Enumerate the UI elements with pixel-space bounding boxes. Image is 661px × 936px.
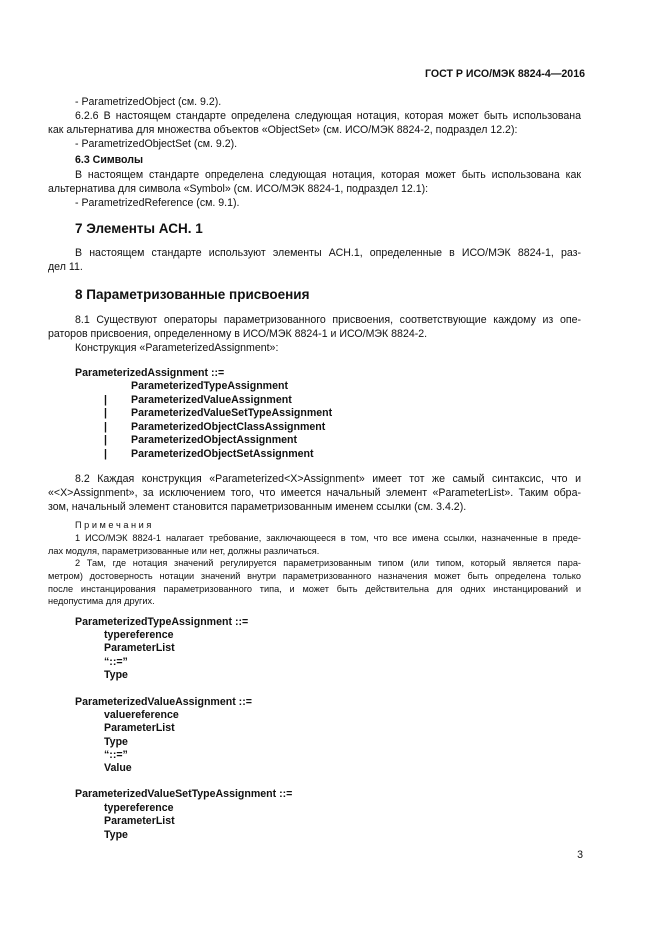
grammar-bar: | xyxy=(104,394,107,406)
para-81-line1: 8.1 Существуют операторы параметризованного присвоения, соответствующие каждому из опе- xyxy=(75,314,581,326)
grammar-item: “::=” xyxy=(104,656,128,668)
para-82-line1: 8.2 Каждая конструкция «Parameterized<X>Assignment» имеет тот же самый синтаксис, что и xyxy=(75,473,581,485)
grammar-head: ParameterizedValueAssignment ::= xyxy=(75,696,252,708)
grammar-alt: ParameterizedObjectAssignment xyxy=(131,434,298,446)
grammar-bar: | xyxy=(104,434,107,446)
para-7-line2: дел 11. xyxy=(48,261,83,273)
note-2-line4: недопустима для других. xyxy=(48,596,155,606)
para-81-line3: Конструкция «ParameterizedAssignment»: xyxy=(75,342,279,354)
grammar-alt: ParameterizedTypeAssignment xyxy=(131,380,288,392)
grammar-head: ParameterizedValueSetTypeAssignment ::= xyxy=(75,788,293,800)
grammar-alt: ParameterizedValueSetTypeAssignment xyxy=(131,407,333,419)
para-63-line1: В настоящем стандарте определена следующая нотация, которая может быть использована как xyxy=(75,169,581,181)
para-82-line3: зом, начальный элемент становится параметризованным именем ссылки (см. 3.4.2). xyxy=(48,501,467,513)
note-1-line1: 1 ИСО/МЭК 8824-1 налагает требование, заключающееся в том, что все имена ссылки, назначенные в преде- xyxy=(75,533,581,543)
section-heading-8: 8 Параметризованные присвоения xyxy=(75,287,310,302)
para-626-line2: как альтернатива для множества объектов «ObjectSet» (см. ИСО/МЭК 8824-2, подраздел 12.2): xyxy=(48,124,518,136)
note-2-line1: 2 Там, где нотация значений регулируется параметризованным типом (или типом, который является пара- xyxy=(75,558,581,568)
note-1-line2: лах модуля, параметризованные или нет, должны различаться. xyxy=(48,546,320,556)
grammar-item: ParameterList xyxy=(104,722,175,734)
document-code: ГОСТ Р ИСО/МЭК 8824-4—2016 xyxy=(424,68,585,80)
grammar-alt: ParameterizedObjectSetAssignment xyxy=(131,448,314,460)
grammar-head: ParameterizedAssignment ::= xyxy=(75,367,225,379)
para-81-line2: раторов присвоения, определенному в ИСО/МЭК 8824-1 и ИСО/МЭК 8824-2. xyxy=(48,328,428,340)
notes-title: П р и м е ч а н и я xyxy=(75,520,152,530)
grammar-item: Type xyxy=(104,669,128,681)
grammar-item: ParameterList xyxy=(104,642,175,654)
page-number: 3 xyxy=(577,849,583,861)
subsection-heading-6-3: 6.3 Символы xyxy=(75,154,144,166)
section-heading-7: 7 Элементы АСН. 1 xyxy=(75,221,203,236)
grammar-item: ParameterList xyxy=(104,815,175,827)
note-2-line2: метром) достоверность нотации значений внутри параметризованного назначения может быть определена только xyxy=(48,571,581,581)
grammar-head: ParameterizedTypeAssignment ::= xyxy=(75,616,249,628)
para-7-line1: В настоящем стандарте используют элементы АСН.1, определенные в ИСО/МЭК 8824-1, раз- xyxy=(75,247,581,259)
grammar-bar: | xyxy=(104,421,107,433)
list-item-parametrized-object: - ParametrizedObject (см. 9.2). xyxy=(75,96,222,108)
grammar-alt: ParameterizedObjectClassAssignment xyxy=(131,421,326,433)
list-item-parametrized-reference: - ParametrizedReference (см. 9.1). xyxy=(75,197,240,209)
grammar-item: Value xyxy=(104,762,132,774)
grammar-item: “::=” xyxy=(104,749,128,761)
grammar-item: valuereference xyxy=(104,709,179,721)
para-626-line1: 6.2.6 В настоящем стандарте определена следующая нотация, которая может быть использована xyxy=(75,110,581,122)
grammar-bar: | xyxy=(104,448,107,460)
grammar-item: typereference xyxy=(104,629,174,641)
para-82-line2: «<X>Assignment», за исключением того, что имеется начальный элемент «ParameterList». Таким обра- xyxy=(48,487,581,499)
grammar-item: Type xyxy=(104,829,128,841)
grammar-alt: ParameterizedValueAssignment xyxy=(131,394,292,406)
note-2-line3: после инстанцирования параметризованного типа, и может быть действительна для одних инстанцирований и xyxy=(48,584,581,594)
grammar-bar: | xyxy=(104,407,107,419)
list-item-parametrized-object-set: - ParametrizedObjectSet (см. 9.2). xyxy=(75,138,238,150)
para-63-line2: альтернатива для символа «Symbol» (см. ИСО/МЭК 8824-1, подраздел 12.1): xyxy=(48,183,429,195)
grammar-item: Type xyxy=(104,736,128,748)
grammar-item: typereference xyxy=(104,802,174,814)
